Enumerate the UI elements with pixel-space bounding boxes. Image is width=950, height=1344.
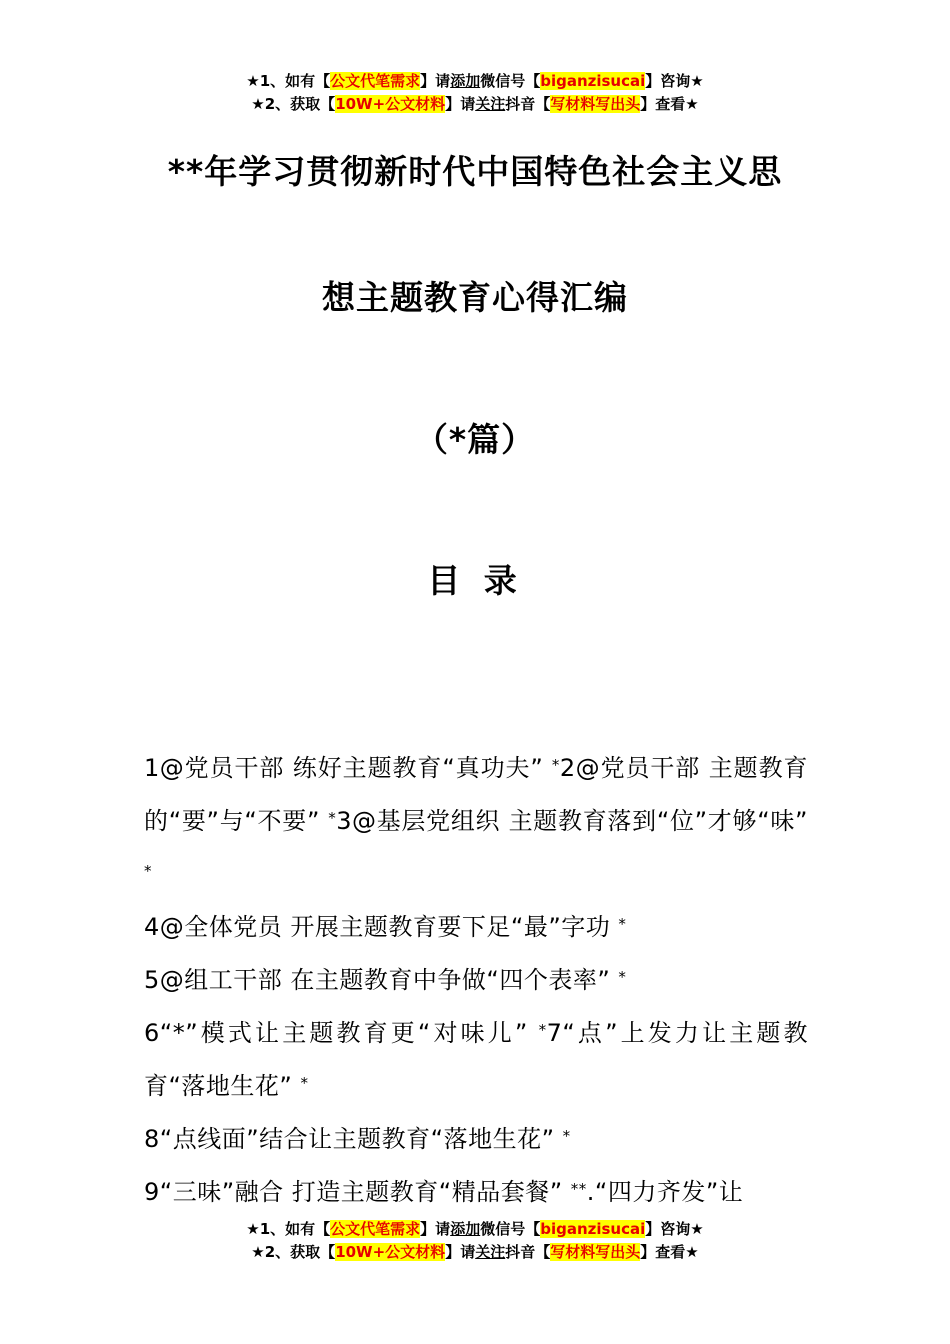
- toc-paragraph: [144, 1111, 808, 1164]
- toc-entry: 3@基层党组织 主题教育落到“位”才够“味”: [336, 807, 808, 835]
- promo-line-1: ★1、如有【公文代笔需求】请添加微信号【biganzisucai】咨询★: [246, 72, 704, 90]
- promo-line-1: ★1、如有【公文代笔需求】请添加微信号【biganzisucai】咨询★: [246, 1220, 704, 1238]
- toc-entry: 1@党员干部 练好主题教育“真功夫”: [144, 754, 552, 782]
- promo-service-highlight: 公文代笔需求: [330, 1220, 421, 1238]
- toc-page-marker: **: [570, 1180, 587, 1198]
- toc-entry: 6“*”模式让主题教育更“对味儿”: [144, 1019, 539, 1047]
- toc-entry: .“四力齐发”让: [586, 1178, 744, 1206]
- promo-line-2: ★2、获取【10W+公文材料】请关注抖音【写材料写出头】查看★: [251, 95, 699, 113]
- promo-line-2: ★2、获取【10W+公文材料】请关注抖音【写材料写出头】查看★: [251, 1243, 699, 1261]
- toc-page-marker: *: [144, 862, 152, 880]
- toc-paragraph: [144, 1164, 808, 1217]
- toc-page-marker: *: [538, 1021, 547, 1039]
- toc-heading: 目 录: [427, 561, 523, 600]
- toc-page-marker: *: [300, 1074, 309, 1092]
- toc-entry: 5@组工干部 在主题教育中争做“四个表率”: [144, 966, 619, 994]
- promo-material-highlight: 10W+公文材料: [335, 95, 446, 113]
- promo-wechat-id: biganzisucai: [540, 1220, 646, 1238]
- promo-douyin-id: 写材料写出头: [550, 95, 641, 113]
- header-promo-banner: [0, 70, 950, 116]
- toc-entry: 7“点”上发力让主题教育“落地生花”: [144, 1019, 808, 1100]
- promo-wechat-id: biganzisucai: [540, 72, 646, 90]
- promo-material-highlight: 10W+公文材料: [335, 1243, 446, 1261]
- toc-page-marker: *: [562, 1127, 571, 1145]
- toc-entry: 2@党员干部 主题教育的“要”与“不要”: [144, 754, 808, 835]
- toc-entry: 8“点线面”结合让主题教育“落地生花”: [144, 1125, 563, 1153]
- promo-service-highlight: 公文代笔需求: [330, 72, 421, 90]
- toc-page-marker: *: [551, 756, 560, 774]
- document-title-count: （*篇）: [414, 420, 536, 459]
- footer-promo-banner: [0, 1218, 950, 1264]
- toc-paragraph: [144, 899, 808, 952]
- document-title-line-2: 想主题教育心得汇编: [322, 278, 628, 317]
- table-of-contents: [144, 740, 808, 1206]
- toc-page-marker: *: [618, 968, 627, 986]
- document-title-line-1: **年学习贯彻新时代中国特色社会主义思: [167, 152, 783, 191]
- toc-paragraph: [144, 740, 808, 899]
- toc-paragraph: [144, 1005, 808, 1111]
- toc-page-marker: *: [328, 809, 337, 827]
- toc-entry: 4@全体党员 开展主题教育要下足“最”字功: [144, 913, 619, 941]
- toc-paragraph: [144, 952, 808, 1005]
- promo-douyin-id: 写材料写出头: [550, 1243, 641, 1261]
- toc-page-marker: *: [618, 915, 627, 933]
- toc-entry: 9“三味”融合 打造主题教育“精品套餐”: [144, 1178, 571, 1206]
